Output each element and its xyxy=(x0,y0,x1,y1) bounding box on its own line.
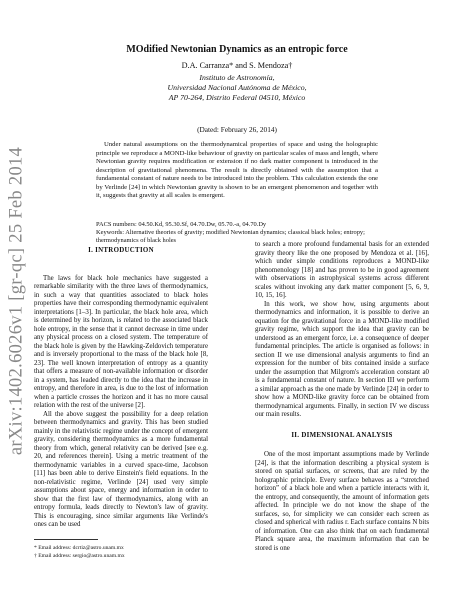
arxiv-margin-stamp[interactable] xyxy=(6,146,28,456)
paper-title: MOdified Newtonian Dynamics as an entropic force xyxy=(126,44,348,55)
right-column xyxy=(255,241,429,553)
arxiv-identifier[interactable]: arXiv:1402.6026v1 [gr-qc] 25 Feb 2014 xyxy=(6,146,27,456)
intro-paragraph-2: All the above suggest the possibility for a deep relation between thermodynamics and gravity. This has been studied mainly in the relativistic regime under the concept of emergent gravity, considering thermodynamics as a more fundamental theory from which, general relativity can be derived [see e.g. 20, and references therein]. Using a metric treatment of the thermodynamic variables in a curved space-time, Jacobson [11] has been able to derive Einstein's field equations. In the non-relativistic regime, Verlinde [24] used very simple assumptions about space, energy and information in order to show that the first law of thermodynamics, along with an entropy formula, leads directly to Newton's law of gravity. This is encouraging, since similar arguments like Verlinde's ones can be used xyxy=(34,410,208,528)
intro-paragraph-4: In this work, we show how, using arguments about thermodynamics and information, it is possible to derive an equation for the gravitational force in a MOND-like modified gravity regime, which support the idea that gravity can be understood as an emergent force, i.e. a consequence of deeper fundamental principles. The article is organised as follows: in section II we use dimensional analysis arguments to find an expression for the number of bits contained inside a surface under the assumption that Milgrom's acceleration constant a0 is a fundamental constant of nature. In section III we perform a similar approach as the one made by Verlinde [24] in order to show how a MOND-like gravity force can be obtained from thermodynamical arguments. Finally, in section IV we discuss our main results. xyxy=(255,300,429,418)
affiliation-line-1: Instituto de Astronomía, xyxy=(199,73,275,82)
left-column xyxy=(34,247,208,530)
dated-line: (Dated: February 26, 2014) xyxy=(197,125,277,134)
affiliation-line-2: Universidad Nacional Autónoma de México, xyxy=(167,83,307,92)
dimensional-analysis-paragraph: One of the most important assumptions made by Verlinde [24], is that the information describing a physical system is stored on spatial surfaces, or screens, that are ruled by the holographic principle. Every surface behaves as a “stretched horizon” of a black hole and when a particle interacts with it, the entropy, and consequently, the amount of information gets affected. In principle we do not know the shape of the surfaces, so, for simplicity we can consider each screen as closed and spherical with radius r. Each surface contains N bits of information. One can also think that on each fundamental Planck square area, the maximum information that can be stored is one xyxy=(255,451,429,552)
footnote-email-1[interactable]: * Email address: dcrtiz@astro.unam.mx xyxy=(34,545,124,551)
section-heading-introduction: I. INTRODUCTION xyxy=(88,247,154,254)
intro-paragraph-1: The laws for black hole mechanics have suggested a remarkable similarity with the three laws of thermodynamics, in such a way that quantities associated to black holes properties have their corresponding thermodynamic equivalent interpretations [1–3]. In particular, the black hole area, which is determined by its horizon, is related to the associated black hole entropy, in the sense that it cannot decrease in time under any physical process on a closed system. The temperature of the black hole is given by the Hawking-Zeldovich temperature and is inversely proportional to the mass of the black hole [8, 23]. The well known interpretation of entropy as a quantity that offers a measure of non-available information or disorder in a system, has leaded directly to the idea that the increase in entropy, and therefore in area, is due to the lost of information when a particle crosses the horizon and it has no more causal relation with the rest of the universe [2]. xyxy=(34,274,208,409)
affiliation-line-3: AP 70-264, Distrito Federal 04510, México xyxy=(168,93,306,102)
footnote-email-2[interactable]: † Email address: sergio@astro.unam.mx xyxy=(34,553,125,559)
intro-paragraph-3: to search a more profound fundamental basis for an extended gravity theory like the one proposed by Mendoza et al. [16], which under simple conditions reproduces a MOND-like phenomenology [18] and has proven to be in good agreement with observations in astrophysical systems across different scales without invoking any dark matter component [5, 6, 9, 10, 15, 16]. xyxy=(255,241,429,299)
abstract: Under natural assumptions on the thermodynamical properties of space and using the holographic principle we reproduce a MOND-like behaviour of gravity on particular scales of mass and length, where Newtonian gravity requires modification or extension if no dark matter component is introduced in the description of gravitational phenomena. The result is directly obtained with the assumption that a fundamental constant of nature needs to be introduced into the problem. This calculation extends the one by Verlinde [24] in which Newtonian gravity is shown to be an emergent phenomenon and together with it, suggests that gravity at all scales is emergent. xyxy=(96,141,378,200)
footnote-rule xyxy=(34,539,98,540)
keywords: Keywords: Alternative theories of gravity; modified Newtonian dynamics; classical black holes; entropy; thermodynamics of black holes xyxy=(96,229,365,245)
author-line: D.A. Carranza* and S. Mendoza† xyxy=(181,61,293,70)
pacs-numbers: PACS numbers: 04.50.Kd, 95.30.Sf, 04.70.Dw, 05.70.-a, 04.70.Dy xyxy=(96,221,267,228)
section-heading-dimensional-analysis: II. DIMENSIONAL ANALYSIS xyxy=(291,431,393,439)
